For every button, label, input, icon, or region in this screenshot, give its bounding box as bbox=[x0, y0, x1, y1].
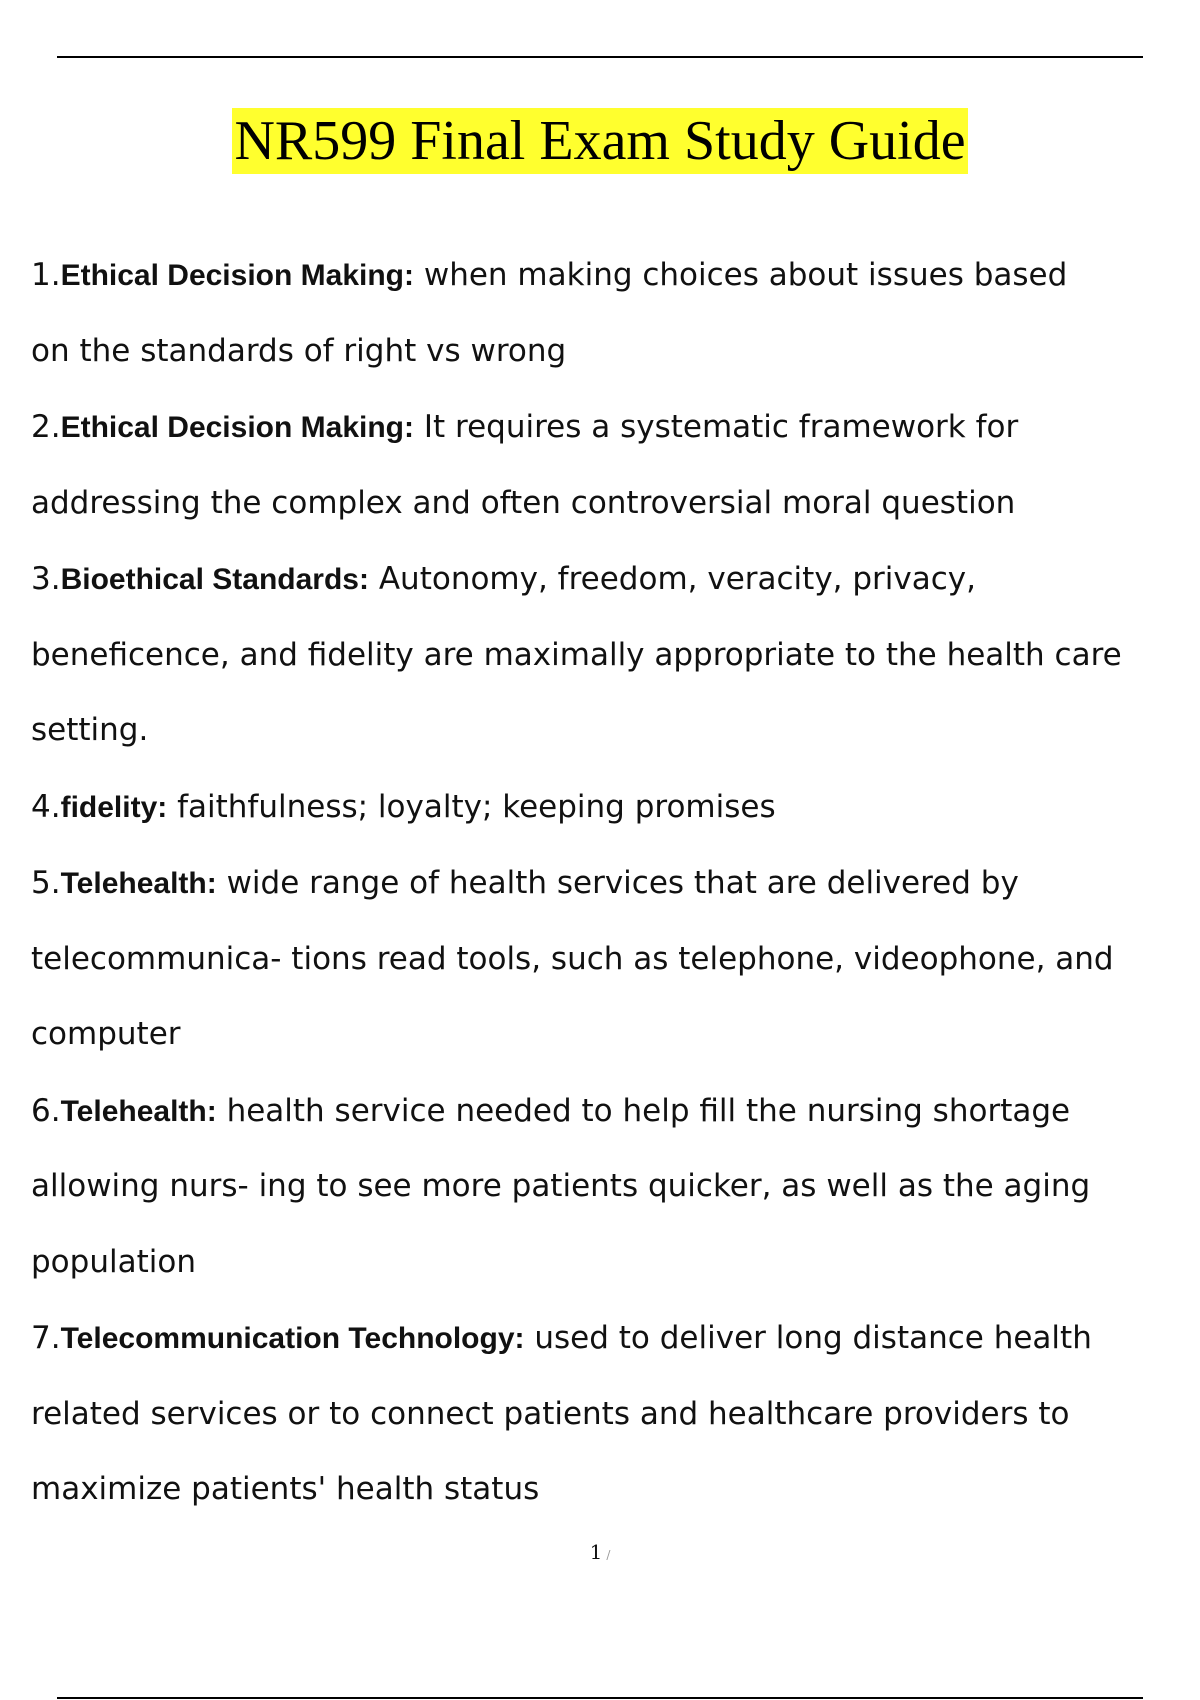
item-first-line bbox=[31, 238, 1181, 314]
item-term: Telehealth: bbox=[60, 867, 217, 900]
bottom-rule bbox=[57, 1697, 1143, 1699]
list-item bbox=[31, 1074, 1181, 1301]
item-number: 4. bbox=[31, 788, 61, 825]
item-continuation-line: allowing nurs- ing to see more patients quicker, as well as the aging bbox=[31, 1168, 1091, 1204]
item-first-line bbox=[31, 770, 1181, 846]
item-continuation-line: related services or to connect patients and healthcare providers to bbox=[31, 1395, 1070, 1432]
top-rule bbox=[57, 56, 1143, 58]
item-continuation-line: setting. bbox=[31, 712, 149, 748]
item-number: 7. bbox=[31, 1320, 61, 1356]
page-footer bbox=[0, 1540, 1200, 1564]
list-item bbox=[31, 846, 1181, 1073]
item-term: fidelity: bbox=[60, 790, 168, 824]
item-continuation-line: maximize patients' health status bbox=[31, 1471, 540, 1507]
item-term: Telecommunication Technology: bbox=[60, 1322, 525, 1355]
item-continuation-line: telecommunica- tions read tools, such as telephone, videophone, and bbox=[31, 940, 1114, 977]
item-number: 6. bbox=[31, 1092, 61, 1129]
item-first-line bbox=[31, 390, 1181, 466]
item-text: used to deliver long distance health bbox=[524, 1320, 1092, 1356]
list-item bbox=[31, 1301, 1181, 1528]
item-term: Ethical Decision Making: bbox=[60, 259, 414, 292]
item-number: 2. bbox=[31, 409, 61, 445]
study-guide-list bbox=[31, 238, 1181, 1529]
item-continuation-line: addressing the complex and often controversial moral question bbox=[31, 484, 1016, 521]
item-text: Autonomy, freedom, veracity, privacy, bbox=[368, 561, 976, 597]
list-item bbox=[31, 238, 1181, 389]
item-first-line bbox=[31, 846, 1181, 922]
item-text: faithfulness; loyalty; keeping promises bbox=[167, 788, 776, 825]
item-continuation-line: computer bbox=[31, 1016, 181, 1052]
item-term: Telehealth: bbox=[60, 1094, 217, 1128]
item-text: It requires a systematic framework for bbox=[414, 409, 1019, 445]
document-title: NR599 Final Exam Study Guide bbox=[234, 110, 966, 172]
item-term: Bioethical Standards: bbox=[60, 563, 369, 596]
item-first-line bbox=[31, 542, 1181, 618]
item-term: Ethical Decision Making: bbox=[60, 411, 414, 444]
item-number: 3. bbox=[31, 561, 61, 597]
title-container bbox=[0, 108, 1200, 174]
item-first-line bbox=[31, 1301, 1181, 1377]
item-number: 1. bbox=[31, 257, 61, 293]
item-text: wide range of health services that are delivered by bbox=[216, 865, 1019, 901]
list-item bbox=[31, 770, 1181, 846]
item-first-line bbox=[31, 1074, 1181, 1150]
list-item bbox=[31, 390, 1181, 541]
item-text: health service needed to help fill the nursing shortage bbox=[216, 1092, 1071, 1129]
page-number: 1 bbox=[589, 1540, 603, 1564]
item-continuation-line: population bbox=[31, 1243, 196, 1280]
item-number: 5. bbox=[31, 865, 61, 901]
list-item bbox=[31, 542, 1181, 769]
item-text: when making choices about issues based bbox=[414, 257, 1068, 293]
item-continuation-line: on the standards of right vs wrong bbox=[31, 332, 567, 369]
item-continuation-line: beneficence, and fidelity are maximally appropriate to the health care bbox=[31, 636, 1122, 673]
page-separator: / bbox=[606, 1548, 611, 1562]
